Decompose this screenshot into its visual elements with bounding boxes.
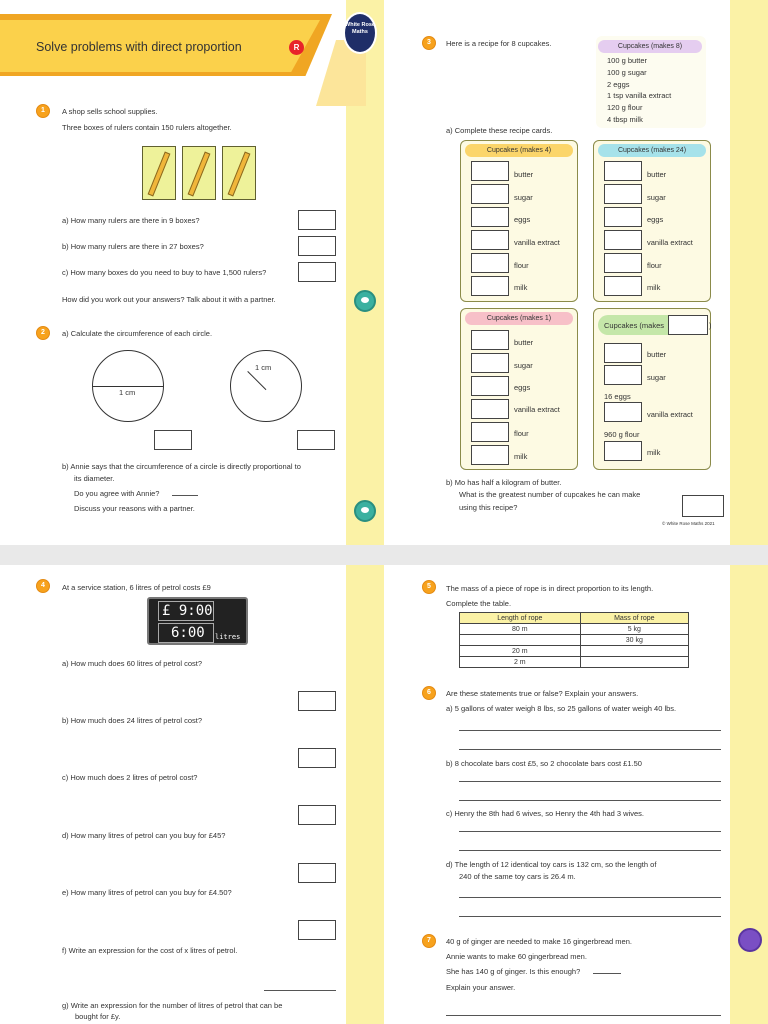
ruler-icon xyxy=(148,152,171,197)
worksheet-page-3 xyxy=(0,565,384,1024)
ingredient-label: vanilla extract xyxy=(647,410,693,419)
ingredient-label: vanilla extract xyxy=(514,405,560,414)
ingredient-input[interactable] xyxy=(471,230,509,250)
ingredient-label: vanilla extract xyxy=(514,238,560,247)
q3a-text: a) Complete these recipe cards. xyxy=(446,126,553,135)
table-cell: 30 kg xyxy=(580,635,688,646)
margin-strip xyxy=(730,565,768,1024)
q2a-answer-box-2[interactable] xyxy=(297,430,335,450)
pump-price-readout: £ 9:00 xyxy=(158,601,214,621)
q4f-answer-line[interactable] xyxy=(264,990,336,991)
q6a-answer-line[interactable] xyxy=(459,749,721,750)
q3-intro: Here is a recipe for 8 cupcakes. xyxy=(446,39,552,48)
diameter-label: 1 cm xyxy=(119,388,136,397)
ingredient-input[interactable] xyxy=(471,330,509,350)
q6b-text: b) 8 chocolate bars cost £5, so 2 chocolate bars cost £1.50 xyxy=(446,759,642,768)
q2b-text-3: Do you agree with Annie? xyxy=(74,489,160,498)
q4d-text: d) How many litres of petrol can you buy for £45? xyxy=(62,831,226,840)
q6b-answer-line[interactable] xyxy=(459,781,721,782)
q4b-answer-box[interactable] xyxy=(298,748,336,768)
q3b-text-2: What is the greatest number of cupcakes he can make xyxy=(459,490,641,499)
q3b-text-1: b) Mo has half a kilogram of butter. xyxy=(446,478,562,487)
ingredient-label: flour xyxy=(514,429,529,438)
q4f-text: f) Write an expression for the cost of x litres of petrol. xyxy=(62,946,238,955)
q6b-answer-line[interactable] xyxy=(459,800,721,801)
discussion-bubble-icon xyxy=(354,290,376,312)
ingredient-input[interactable] xyxy=(471,422,509,442)
rope-table xyxy=(459,612,689,668)
ruler-icon xyxy=(188,152,211,197)
ingredient-input[interactable] xyxy=(604,276,642,296)
ingredient-label: butter xyxy=(647,350,667,359)
diameter-line xyxy=(93,386,163,387)
ingredient-input[interactable] xyxy=(604,441,642,461)
q4d-answer-box[interactable] xyxy=(298,863,336,883)
question-number-6: 6 xyxy=(422,686,436,700)
table-cell: 2 m xyxy=(460,657,581,668)
table-header: Mass of rope xyxy=(580,613,688,624)
recipe-line: 4 tbsp milk xyxy=(607,115,643,124)
recipe-line: 1 tsp vanilla extract xyxy=(607,91,672,100)
q2b-text-1: b) Annie says that the circumference of a circle is directly proportional to xyxy=(62,462,301,471)
q4e-text: e) How many litres of petrol can you buy for £4.50? xyxy=(62,888,232,897)
recipe-card-makes-unknown xyxy=(593,308,711,470)
ingredient-input[interactable] xyxy=(471,253,509,273)
table-cell-input[interactable] xyxy=(580,657,688,668)
q1-intro-2: Three boxes of rulers contain 150 rulers altogether. xyxy=(62,123,232,132)
recipe-card-8 xyxy=(596,36,706,128)
makes-count-input[interactable] xyxy=(668,315,708,335)
worksheet-page-1 xyxy=(0,0,384,545)
q4c-answer-box[interactable] xyxy=(298,805,336,825)
q5-intro-2: Complete the table. xyxy=(446,599,512,608)
q6c-text: c) Henry the 8th had 6 wives, so Henry the 4th had 3 wives. xyxy=(446,809,645,818)
ingredient-label: eggs xyxy=(647,215,664,224)
table-cell: 80 m xyxy=(460,624,581,635)
q1a-text: a) How many rulers are there in 9 boxes? xyxy=(62,216,200,225)
ingredient-label: vanilla extract xyxy=(647,238,693,247)
circle-radius xyxy=(230,350,302,422)
ingredient-label: sugar xyxy=(514,361,533,370)
q2a-text: a) Calculate the circumference of each circle. xyxy=(62,329,213,338)
ingredient-label: butter xyxy=(514,170,534,179)
q6d-answer-line[interactable] xyxy=(459,916,721,917)
table-cell: 5 kg xyxy=(580,624,688,635)
q6a-answer-line[interactable] xyxy=(459,730,721,731)
q7-explain-line[interactable] xyxy=(446,1015,721,1016)
ingredient-input[interactable] xyxy=(604,365,642,385)
ingredient-input[interactable] xyxy=(604,207,642,227)
ingredient-input[interactable] xyxy=(604,343,642,363)
discussion-bubble-icon xyxy=(354,500,376,522)
q4e-answer-box[interactable] xyxy=(298,920,336,940)
q1c-answer-box[interactable] xyxy=(298,262,336,282)
recipe-line: 2 eggs xyxy=(607,80,630,89)
q1b-answer-box[interactable] xyxy=(298,236,336,256)
table-header-row xyxy=(460,613,689,624)
ingredient-input[interactable] xyxy=(471,376,509,396)
q7-text-3: She has 140 g of ginger. Is this enough? xyxy=(446,967,581,976)
table-row xyxy=(460,635,689,646)
ingredient-label: milk xyxy=(647,283,661,292)
ingredient-label: flour xyxy=(514,261,529,270)
ruler-icon xyxy=(228,152,251,197)
ingredient-input[interactable] xyxy=(471,184,509,204)
ingredient-input[interactable] xyxy=(471,353,509,373)
margin-strip xyxy=(730,0,768,545)
ingredient-label: butter xyxy=(514,338,534,347)
ingredient-label: flour xyxy=(647,261,662,270)
question-number-7: 7 xyxy=(422,934,436,948)
question-number-5: 5 xyxy=(422,580,436,594)
q4g-text-2: bought for £y. xyxy=(75,1012,121,1021)
q6d-answer-line[interactable] xyxy=(459,897,721,898)
worksheet-page-2 xyxy=(384,0,768,545)
q4c-text: c) How much does 2 litres of petrol cost? xyxy=(62,773,198,782)
ingredient-input[interactable] xyxy=(604,253,642,273)
table-cell-input[interactable] xyxy=(580,646,688,657)
q4g-text-1: g) Write an expression for the number of litres of petrol that can be xyxy=(62,1001,283,1010)
ingredient-label: milk xyxy=(647,448,661,457)
ruler-box-icon xyxy=(182,146,216,200)
page-title: Solve problems with direct proportion xyxy=(36,40,242,54)
q4a-text: a) How much does 60 litres of petrol cost? xyxy=(62,659,203,668)
ingredient-label: sugar xyxy=(647,373,666,382)
q1b-text: b) How many rulers are there in 27 boxes? xyxy=(62,242,204,251)
question-number-3: 3 xyxy=(422,36,436,50)
recipe-card-makes-4 xyxy=(460,140,578,302)
ingredient-input[interactable] xyxy=(471,445,509,465)
card-title: Cupcakes (makes xyxy=(604,321,665,330)
q6c-answer-line[interactable] xyxy=(459,831,721,832)
q1-discuss: How did you work out your answers? Talk about it with a partner. xyxy=(62,295,276,304)
q7-answer-line[interactable] xyxy=(593,973,621,974)
q6d-text-2: 240 of the same toy cars is 26.4 m. xyxy=(459,872,576,881)
q6c-answer-line[interactable] xyxy=(459,850,721,851)
table-cell-input[interactable] xyxy=(460,635,581,646)
q7-text-4: Explain your answer. xyxy=(446,983,516,992)
given-eggs: 16 eggs xyxy=(604,392,631,401)
ingredient-input[interactable] xyxy=(471,161,509,181)
given-flour: 960 g flour xyxy=(604,430,640,439)
question-number-1: 1 xyxy=(36,104,50,118)
q3b-text-3: using this recipe? xyxy=(459,503,518,512)
recipe-line: 100 g butter xyxy=(607,56,648,65)
table-cell: 20 m xyxy=(460,646,581,657)
reasoning-badge: R xyxy=(289,40,304,55)
pump-unit: litres xyxy=(215,633,241,641)
ingredient-input[interactable] xyxy=(604,184,642,204)
table-row xyxy=(460,657,689,668)
ingredient-label: sugar xyxy=(647,193,666,202)
question-number-4: 4 xyxy=(36,579,50,593)
q6a-text: a) 5 gallons of water weigh 8 lbs, so 25 gallons of water weigh 40 lbs. xyxy=(446,704,677,713)
table-row xyxy=(460,624,689,635)
ingredient-label: eggs xyxy=(514,383,531,392)
card-title-close: ) xyxy=(709,321,712,330)
ingredient-input[interactable] xyxy=(471,276,509,296)
q4b-text: b) How much does 24 litres of petrol cost? xyxy=(62,716,203,725)
ingredient-input[interactable] xyxy=(604,161,642,181)
ingredient-label: milk xyxy=(514,283,528,292)
q5-intro-1: The mass of a piece of rope is in direct proportion to its length. xyxy=(446,584,654,593)
white-rose-logo: White Rose Maths xyxy=(343,12,377,54)
q1c-text: c) How many boxes do you need to buy to have 1,500 rulers? xyxy=(62,268,267,277)
ruler-box-icon xyxy=(222,146,256,200)
question-number-2: 2 xyxy=(36,326,50,340)
recipe-card-makes-24 xyxy=(593,140,711,302)
worksheet-page-4 xyxy=(384,565,768,1024)
recipe-card-title: Cupcakes (makes 8) xyxy=(598,40,702,53)
ingredient-label: sugar xyxy=(514,193,533,202)
q2b-text-2: its diameter. xyxy=(74,474,115,483)
card-title: Cupcakes (makes 24) xyxy=(598,144,706,157)
q7-text-1: 40 g of ginger are needed to make 16 gingerbread men. xyxy=(446,937,632,946)
ingredient-input[interactable] xyxy=(471,399,509,419)
recipe-card-makes-1 xyxy=(460,308,578,470)
margin-strip xyxy=(346,565,384,1024)
q2b-answer-line[interactable] xyxy=(172,495,198,496)
q2b-text-4: Discuss your reasons with a partner. xyxy=(74,504,195,513)
ingredient-input[interactable] xyxy=(471,207,509,227)
ingredient-input[interactable] xyxy=(604,230,642,250)
q4a-answer-box[interactable] xyxy=(298,691,336,711)
q2a-answer-box-1[interactable] xyxy=(154,430,192,450)
pump-litres-readout: 6:00 xyxy=(158,623,214,643)
ingredient-label: milk xyxy=(514,452,528,461)
table-row xyxy=(460,646,689,657)
q1a-answer-box[interactable] xyxy=(298,210,336,230)
q6d-text-1: d) The length of 12 identical toy cars is 132 cm, so the length of xyxy=(446,860,657,869)
table-header: Length of rope xyxy=(460,613,581,624)
recipe-line: 120 g flour xyxy=(607,103,643,112)
card-title: Cupcakes (makes 4) xyxy=(465,144,573,157)
radius-label: 1 cm xyxy=(255,363,272,372)
q7-text-2: Annie wants to make 60 gingerbread men. xyxy=(446,952,587,961)
ingredient-label: eggs xyxy=(514,215,531,224)
discussion-bubble-icon xyxy=(738,928,762,952)
q4-intro: At a service station, 6 litres of petrol costs £9 xyxy=(62,583,211,592)
q1-intro-1: A shop sells school supplies. xyxy=(62,107,158,116)
q6-intro: Are these statements true or false? Explain your answers. xyxy=(446,689,639,698)
ingredient-input[interactable] xyxy=(604,402,642,422)
ruler-box-icon xyxy=(142,146,176,200)
recipe-line: 100 g sugar xyxy=(607,68,647,77)
ingredient-label: butter xyxy=(647,170,667,179)
copyright: © White Rose Maths 2021 xyxy=(662,521,715,526)
card-title: Cupcakes (makes 1) xyxy=(465,312,573,325)
q3b-answer-box[interactable] xyxy=(682,495,724,517)
